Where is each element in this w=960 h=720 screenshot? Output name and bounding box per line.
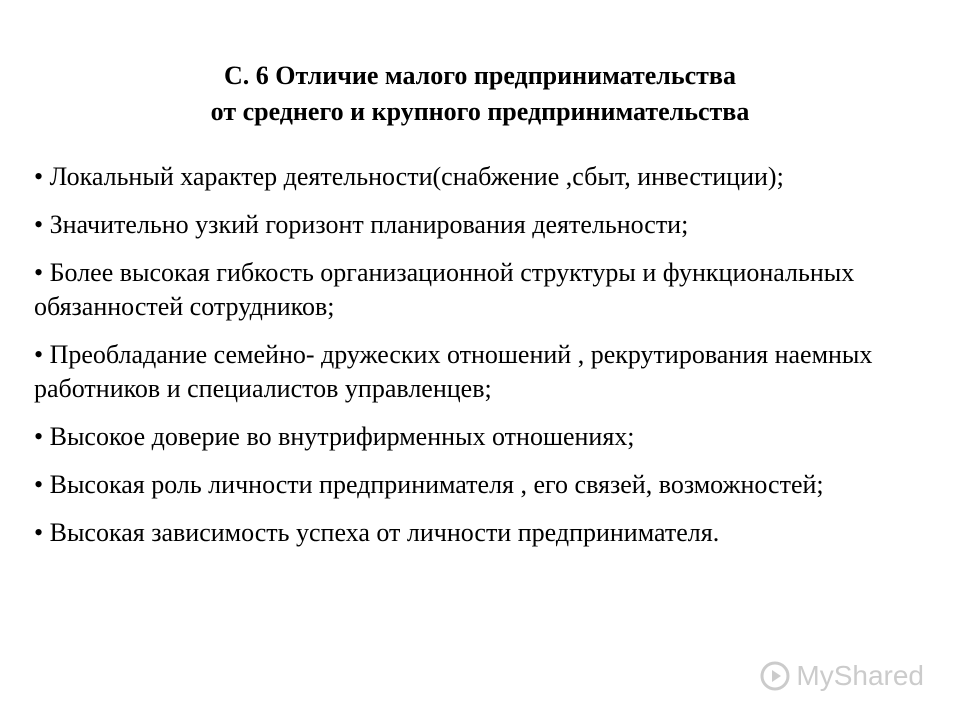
bullet-text: Значительно узкий горизонт планирования деятельности; (49, 210, 689, 239)
bullet-item (34, 160, 914, 194)
bullet-text: Преобладание семейно- дружеских отношений , рекрутирования наемных работников и специалистов управленцев; (34, 340, 873, 403)
watermark-logo (760, 660, 924, 692)
bullet-text: Более высокая гибкость организационной структуры и функциональных обязанностей сотрудников; (34, 258, 855, 321)
bullet-item (34, 256, 914, 324)
watermark-text: MyShared (796, 660, 924, 691)
bullet-item (34, 338, 914, 406)
bullet-mark: • (34, 518, 44, 547)
bullet-mark: • (34, 422, 44, 451)
slide-title-line-2: от среднего и крупного предпринимательства (210, 97, 750, 126)
bullet-item (34, 208, 914, 242)
slide-title-line-1: С. 6 Отличие малого предпринимательства (224, 61, 736, 90)
slide-title (60, 58, 900, 130)
bullet-text: Высокая зависимость успеха от личности предпринимателя. (49, 518, 720, 547)
play-icon (760, 661, 790, 691)
bullet-mark: • (34, 258, 44, 287)
bullet-item (34, 420, 914, 454)
bullet-mark: • (34, 340, 44, 369)
bullet-item (34, 468, 914, 502)
bullet-text: Высокое доверие во внутрифирменных отношениях; (49, 422, 635, 451)
bullet-list (34, 160, 914, 564)
bullet-mark: • (34, 162, 44, 191)
bullet-item (34, 516, 914, 550)
bullet-text: Локальный характер деятельности(снабжение ,сбыт, инвестиции); (49, 162, 784, 191)
bullet-mark: • (34, 470, 44, 499)
bullet-mark: • (34, 210, 44, 239)
bullet-text: Высокая роль личности предпринимателя , его связей, возможностей; (49, 470, 824, 499)
